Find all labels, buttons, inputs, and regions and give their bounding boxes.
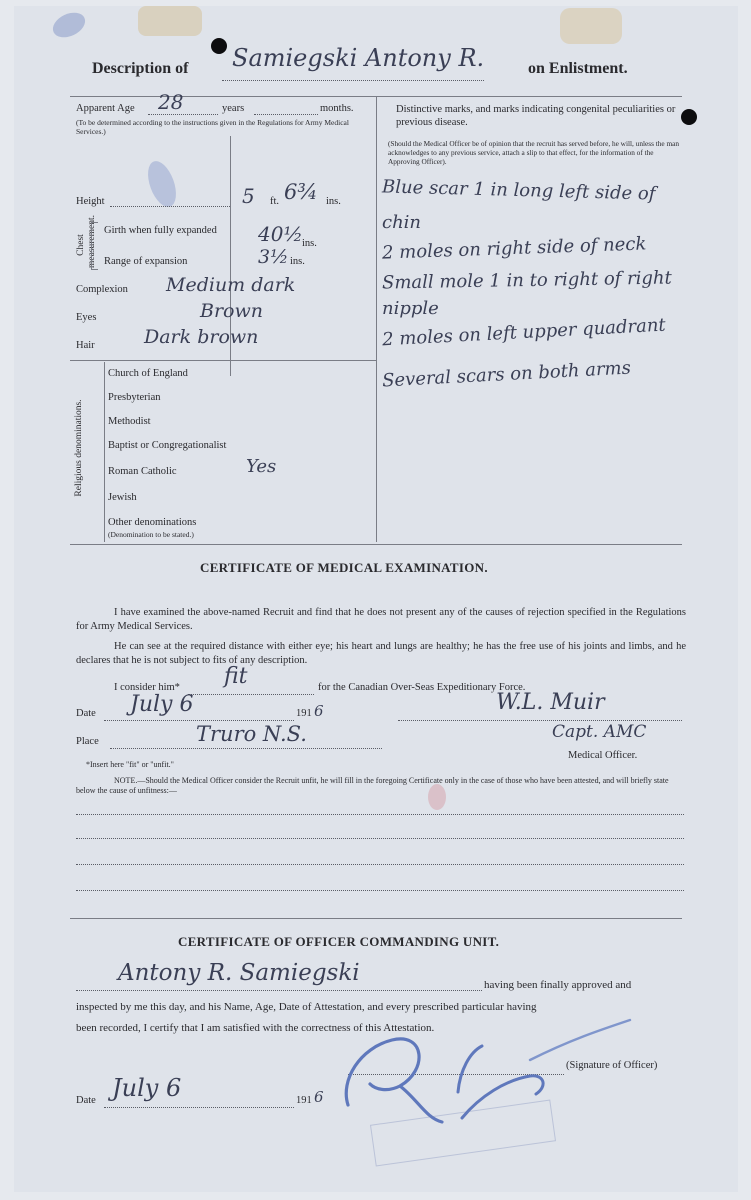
punch-hole-top [211, 38, 227, 54]
commanding-name-line [76, 990, 482, 991]
medical-heading: CERTIFICATE OF MEDICAL EXAMINATION. [200, 560, 488, 575]
commanding-date-label: Date [76, 1095, 96, 1106]
section-rule-2 [70, 918, 682, 919]
section-rule-1 [70, 544, 682, 545]
girth-label: Girth when fully expanded [104, 225, 217, 236]
note-line-3 [76, 864, 684, 865]
consider-left: I consider him* [114, 682, 180, 693]
age-value: 28 [158, 90, 184, 114]
hair-value: Dark brown [144, 326, 259, 348]
hair-label: Hair [76, 340, 95, 351]
center-divider [376, 96, 377, 542]
years-label: years [222, 103, 245, 114]
rel-baptist: Baptist or Congregationalist [108, 440, 227, 451]
months-line [254, 114, 318, 115]
hair-rule [70, 360, 376, 361]
age-label: Apparent Age [76, 103, 135, 114]
mark-line-4: Small mole 1 in to right of right [381, 267, 672, 294]
range-label: Range of expansion [104, 256, 188, 267]
medical-officer-signature: W.L. Muir [496, 690, 605, 715]
title-left: Description of [92, 60, 189, 77]
rel-jewish: Jewish [108, 492, 137, 503]
rel-church-of-england: Church of England [108, 368, 188, 379]
tape-stain-mid [138, 6, 202, 36]
place-value: Truro N.S. [196, 722, 307, 746]
mark-line-5: nipple [382, 298, 439, 319]
unfit-note: NOTE.—Should the Medical Officer consider the Recruit unfit, he will fill in the foregoing Certificate only in the case of those who have been attested, and will briefly state below the cause of unfitness:— [76, 776, 669, 795]
medical-date-value: July 6 [130, 692, 194, 717]
place-line [110, 748, 382, 749]
medical-officer-rank: Capt. AMC [552, 722, 647, 742]
medical-year-prefix: 191 [296, 708, 312, 719]
height-ins-value: 6¾ [284, 180, 318, 204]
mark-line-1: Blue scar 1 in long left side of [381, 176, 656, 205]
range-ins-label: ins. [290, 256, 305, 267]
commanding-heading: CERTIFICATE OF OFFICER COMMANDING UNIT. [178, 934, 500, 949]
recruit-name-handwritten: Samiegski Antony R. [232, 44, 485, 72]
rel-other-note: (Denomination to be stated.) [108, 530, 194, 539]
commanding-year-prefix: 191 [296, 1095, 312, 1106]
eyes-label: Eyes [76, 312, 97, 323]
mark-line-7: Several scars on both arms [381, 357, 632, 392]
rel-roman-catholic: Roman Catholic [108, 466, 177, 477]
months-label: months. [320, 103, 354, 114]
height-ins-label: ins. [326, 196, 341, 207]
tape-stain-right [560, 8, 622, 44]
medical-date-label: Date [76, 708, 96, 719]
chest-bracket [91, 222, 98, 270]
height-label: Height [76, 196, 105, 207]
mark-line-2: chin [382, 212, 422, 233]
mark-line-3: 2 moles on right side of neck [381, 233, 647, 264]
medical-officer-label: Medical Officer. [568, 750, 638, 761]
medical-year-suffix: 6 [314, 702, 324, 720]
chest-label: Chest measurement. [76, 214, 97, 268]
place-label: Place [76, 736, 99, 747]
girth-value: 40½ [258, 222, 303, 246]
rel-other: Other denominations [108, 517, 197, 528]
complexion-value: Medium dark [166, 274, 296, 296]
religion-divider [104, 362, 105, 542]
signature-of-officer-label: (Signature of Officer) [566, 1060, 658, 1071]
mark-line-6: 2 moles on left upper quadrant [381, 314, 667, 351]
medical-para-1: I have examined the above-named Recruit and find that he does not present any of the causes of rejection specified in the Regulations for Army Medical Services. [76, 607, 686, 632]
marks-note: (Should the Medical Officer be of opinion that the recruit has served before, he will, unless the man acknowledges to any previous service, attach a slip to that effect, for the information of the Approving Officer). [388, 139, 680, 166]
rel-presbyterian: Presbyterian [108, 392, 161, 403]
note-line-2 [76, 838, 684, 839]
commanding-line-2: inspected by me this day, and his Name, Age, Date of Attestation, and every prescribed particular having [76, 1001, 537, 1013]
rc-value: Yes [246, 456, 277, 477]
title-right: on Enlistment. [528, 60, 628, 77]
commanding-year-suffix: 6 [314, 1088, 324, 1106]
range-value: 3½ [258, 246, 289, 268]
age-note: (To be determined according to the instructions given in the Regulations for Army Medical Services.) [76, 118, 349, 136]
commanding-recruit-name: Antony R. Samiegski [118, 960, 360, 986]
ft-label: ft. [270, 196, 280, 207]
eyes-value: Brown [200, 300, 263, 322]
commanding-date-line [104, 1107, 294, 1108]
rel-methodist: Methodist [108, 416, 151, 427]
fit-line [188, 694, 314, 695]
insert-note: *Insert here "fit" or "unfit." [86, 760, 174, 769]
note-line-1 [76, 814, 684, 815]
height-ft-value: 5 [242, 184, 255, 208]
height-leader [110, 206, 230, 207]
officer-sig-line [398, 720, 682, 721]
marks-header: Distinctive marks, and marks indicating congenital peculiarities or previous disease. [396, 104, 676, 128]
medical-date-line [104, 720, 294, 721]
commanding-line-1-tail: having been finally approved and [484, 979, 632, 991]
complexion-label: Complexion [76, 284, 128, 295]
commanding-date-value: July 6 [112, 1074, 182, 1102]
commanding-line-3: been recorded, I certify that I am satisfied with the correctness of this Attestation. [76, 1022, 435, 1034]
age-line [148, 114, 218, 115]
medical-para-2: He can see at the required distance with either eye; his heart and lungs are healthy; he has the free use of his joints and limbs, and he declares that he is not subject to fits of any description. [76, 641, 686, 666]
girth-ins-label: ins. [302, 238, 317, 249]
title-name-line [222, 80, 484, 81]
note-line-4 [76, 890, 684, 891]
religion-label: Religious denominations. [74, 399, 84, 497]
consider-right: for the Canadian Over-Seas Expeditionary Force. [318, 682, 526, 693]
fit-value: fit [224, 664, 248, 689]
